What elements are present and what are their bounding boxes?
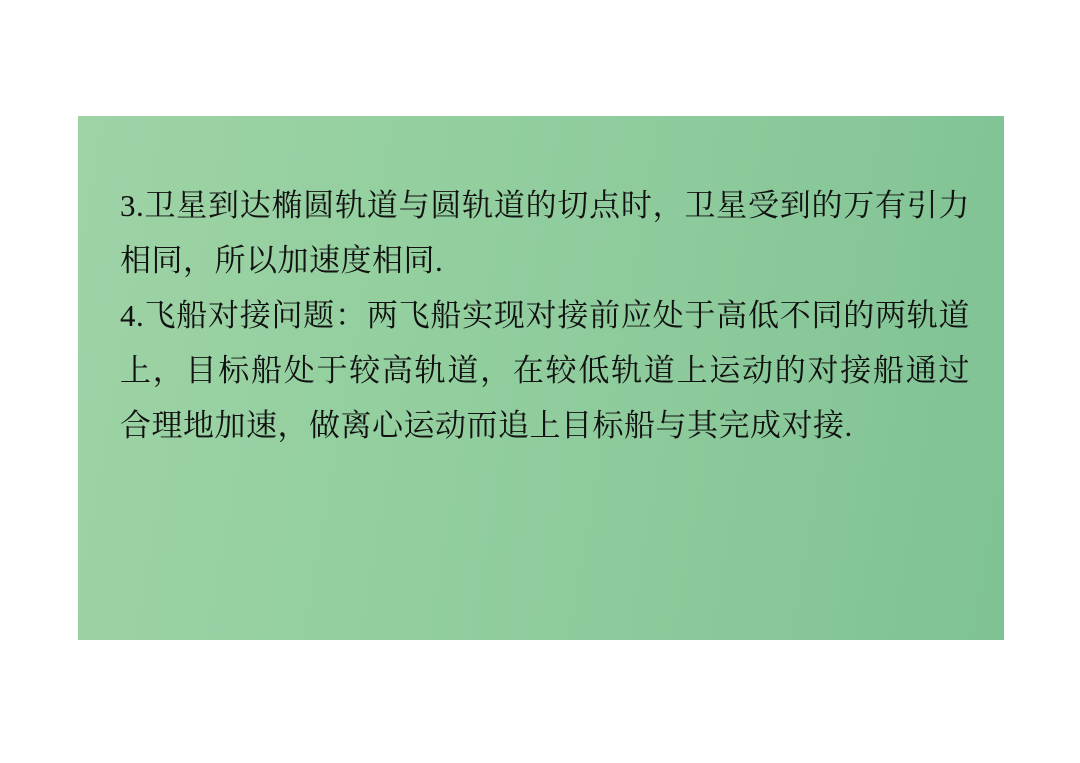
paragraph-4: 4.飞船对接问题：两飞船实现对接前应处于高低不同的两轨道上，目标船处于较高轨道，在较低轨道上运动的对接船通过合理地加速，做离心运动而追上目标船与其完成对接. [120,298,970,443]
slide-text-block [120,178,970,453]
paragraph-3: 3.卫星到达椭圆轨道与圆轨道的切点时，卫星受到的万有引力相同，所以加速度相同. [120,188,970,278]
content-panel [78,116,1004,640]
